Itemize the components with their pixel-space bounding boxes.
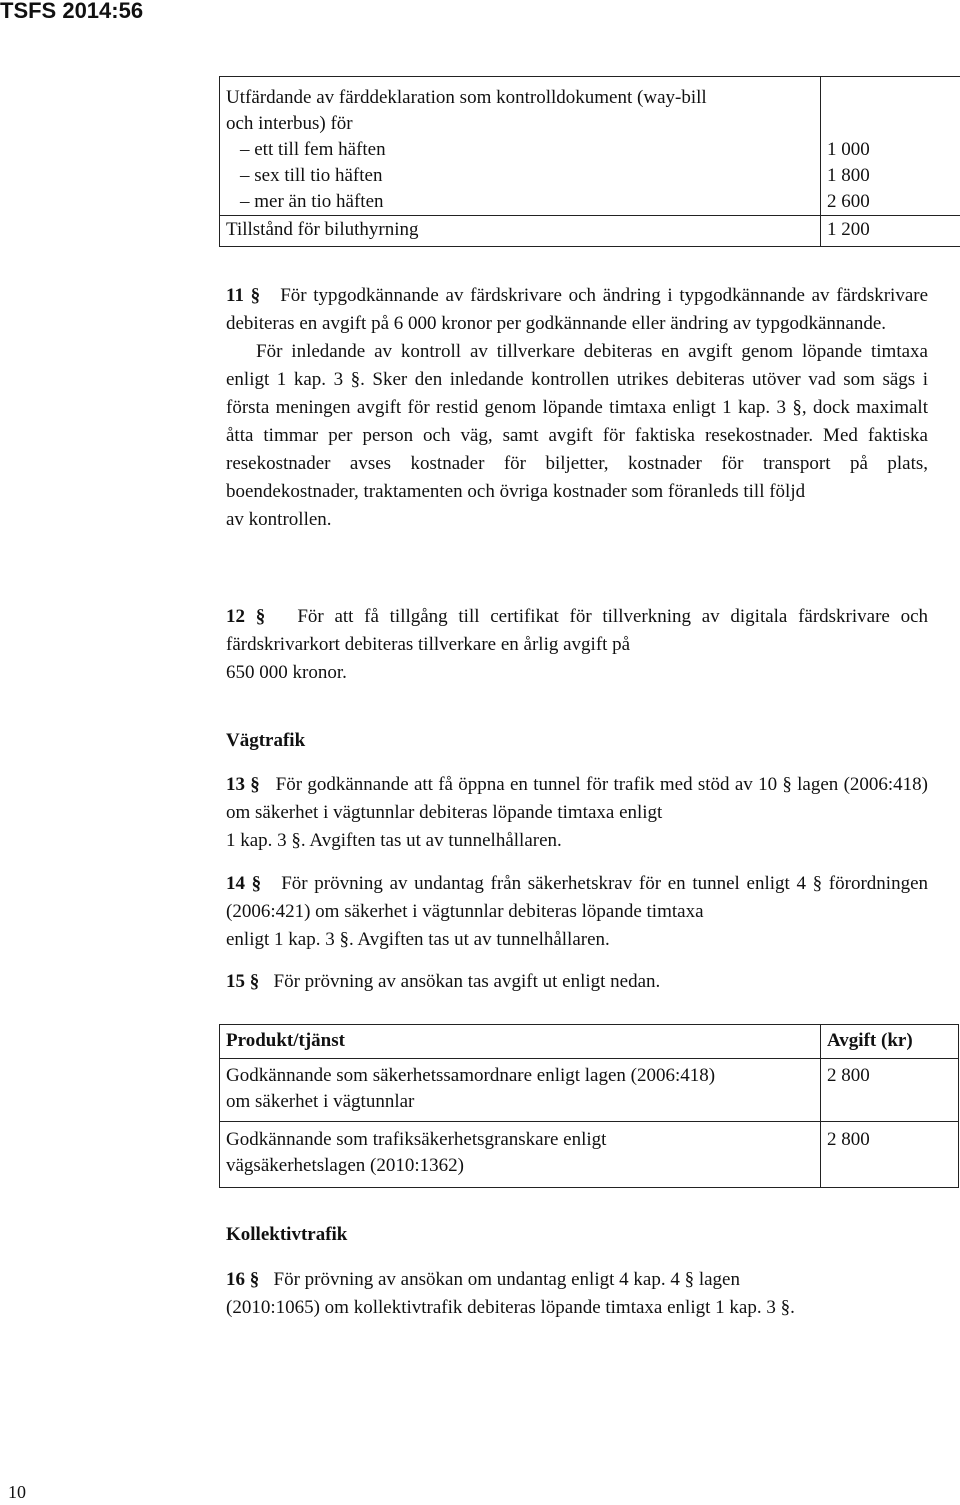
table-row [220,1122,959,1188]
section-text: För att få tillgång till certifikat för tillverkning av digitala färdskrivare och färdskrivarkort debiteras tillverkare en årlig avgift på [226,606,928,655]
section-number: 13 § [226,774,260,795]
column-header-fee: Avgift (kr) [821,1025,959,1059]
list-item: – ett till fem häften [240,139,386,160]
page-number: 10 [8,1482,26,1502]
fee-amount: 1 000 [827,139,870,160]
section-11-p2: För inledande av kontroll av tillverkare debiteras en avgift genom löpande timtaxa enligt 1 kap. 3 §. Sker den inledande kontrollen utrikes debiteras utöver vad som sägs i första meningen avgift för restid genom löpande timtaxa enligt 1 kap. 3 §, dock maximalt åtta timmar per person och väg, samt avgift för faktiska resekostnader. Med faktiska resekostnader avses kostnader för biljetter, kostnader för transport på plats, boendekostnader, traktamenten och övriga kostnader som föranleds till följd [226,341,928,502]
list-item: – sex till tio häften [240,165,383,186]
table-cell-text: om säkerhet i vägtunnlar [226,1091,415,1112]
section-text: För prövning av undantag från säkerhetskrav för en tunnel enligt 4 § förordningen (2006:421) om säkerhet i vägtunnlar debiteras löpande timtaxa [226,873,928,922]
fee-amount: 2 800 [821,1122,959,1188]
heading-kollektivtrafik: Kollektivtrafik [226,1224,348,1245]
section-number: 15 § [226,971,260,992]
section-text: För godkännande att få öppna en tunnel för trafik med stöd av 10 § lagen (2006:418) om säkerhet i vägtunnlar debiteras löpande timtaxa enligt [226,774,929,823]
section-16 [226,1266,928,1322]
table-cell-text: Godkännande som trafiksäkerhetsgranskare enligt [226,1129,607,1150]
section-12 [226,603,928,687]
section-14 [226,870,928,954]
fee-amount: 1 800 [827,165,870,186]
section-text-end: 1 kap. 3 §. Avgiften tas ut av tunnelhållaren. [226,830,562,851]
section-text: För prövning av ansökan om undantag enligt 4 kap. 4 § lagen [273,1269,740,1290]
section-number: 11 § [226,285,261,306]
section-text: För typgodkännande av färdskrivare och ändring i typgodkännande av färdskrivare debiteras en avgift på 6 000 kronor per godkännande eller ändring av typgodkännande. [226,285,929,334]
section-15 [226,968,928,996]
section-text-end: (2010:1065) om kollektivtrafik debiteras löpande timtaxa enligt 1 kap. 3 §. [226,1297,795,1318]
table-cell-text: Godkännande som säkerhetssamordnare enligt lagen (2006:418) [226,1065,716,1086]
list-item: – mer än tio häften [240,191,384,212]
document-header: TSFS 2014:56 [0,0,144,23]
fee-table-section-15 [219,1024,959,1188]
fee-amount: 2 800 [821,1059,959,1122]
fee-amount: 2 600 [827,191,870,212]
table-cell-text: Utfärdande av färddeklaration som kontrolldokument (way-bill [226,87,707,108]
section-text-end: enligt 1 kap. 3 §. Avgiften tas ut av tunnelhållaren. [226,929,610,950]
section-11-p2-end: av kontrollen. [226,509,332,530]
section-number: 12 § [226,606,266,627]
section-11 [226,282,928,534]
section-11-p1 [226,282,928,338]
table-header-row [220,1025,959,1059]
table-cell-text: Tillstånd för biluthyrning [220,216,821,247]
section-number: 14 § [226,873,262,894]
table-cell-text: vägsäkerhetslagen (2010:1362) [226,1155,464,1176]
section-number: 16 § [226,1269,260,1290]
heading-vagtrafik: Vägtrafik [226,730,306,751]
table-row [220,216,960,247]
table-cell-text: och interbus) för [226,113,353,134]
section-text-end: 650 000 kronor. [226,662,347,683]
section-text: För prövning av ansökan tas avgift ut enligt nedan. [273,971,661,992]
fee-amount: 1 200 [821,216,960,247]
fee-table-top [219,76,960,247]
column-header-product: Produkt/tjänst [220,1025,821,1059]
section-13 [226,771,928,855]
table-row [220,1059,959,1122]
table-row [220,77,960,216]
